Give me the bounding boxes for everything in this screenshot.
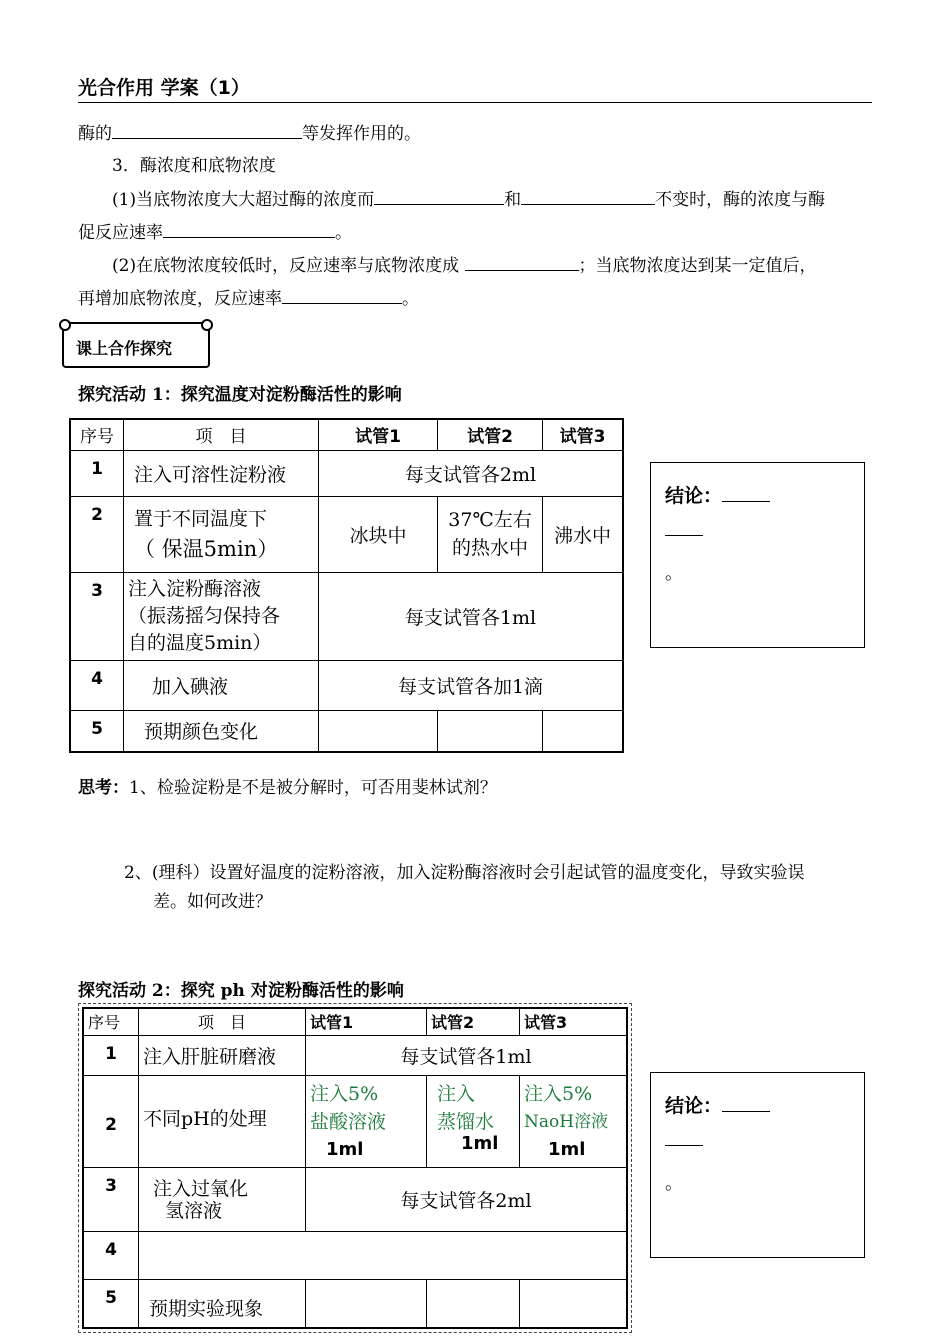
p1-end: 等发挥作用的。 (302, 124, 421, 144)
p4-text-b: 。 (335, 223, 352, 243)
row-number: 4 (70, 660, 124, 710)
p1-start: 酶的 (78, 124, 112, 144)
table-row (70, 496, 623, 572)
row-number: 1 (70, 450, 124, 496)
tube1-cell (306, 1075, 427, 1167)
activity2-title: 探究活动 2：探究 ph 对淀粉酶活性的影响 (78, 981, 404, 1001)
tube2-line: 蒸馏水 (437, 1110, 495, 1133)
table-row (70, 572, 623, 660)
row-number: 3 (83, 1167, 139, 1231)
fill-blank[interactable] (374, 188, 504, 205)
tube1-line: 1ml (326, 1138, 364, 1160)
table-row (83, 1167, 627, 1231)
paragraph-6 (78, 287, 419, 310)
header-cell: 试管3 (520, 1008, 628, 1035)
tube2-line: 1ml (461, 1132, 499, 1154)
row-item-line: （ 保温5min） (134, 537, 279, 561)
row-number: 2 (83, 1075, 139, 1167)
row-item (124, 496, 319, 572)
p6-text-b: 。 (402, 289, 419, 309)
row-item-line: 置于不同温度下 (134, 508, 268, 530)
conclusion-box[interactable] (650, 1072, 865, 1258)
tube2-cell (438, 496, 543, 572)
fill-blank[interactable] (282, 287, 402, 304)
row-item: 注入可溶性淀粉液 (124, 450, 319, 496)
header-cell: 序号 (70, 419, 124, 450)
row-number: 4 (83, 1232, 139, 1280)
row-number: 1 (83, 1035, 139, 1075)
section-banner (62, 322, 210, 368)
row-value: 每支试管各1ml (319, 572, 624, 660)
row-item-line: 自的温度5min） (128, 631, 272, 654)
row-item (139, 1167, 306, 1231)
answer-cell[interactable] (427, 1280, 520, 1328)
tube2-line: 注入 (437, 1082, 476, 1105)
table-row (70, 710, 623, 752)
banner-label: 课上合作探究 (76, 339, 173, 358)
header-cell: 试管2 (438, 419, 543, 450)
row-item: 预期颜色变化 (124, 710, 319, 752)
p3-text-a: (1)当底物浓度大大超过酶的浓度而 (112, 190, 375, 210)
tube1-line: 注入5% (310, 1082, 379, 1105)
thinking-q2-cont: 差。如何改进？ (153, 892, 272, 912)
conclusion-box[interactable] (650, 462, 865, 648)
row-number: 2 (70, 496, 124, 572)
row-value: 每支试管各加1滴 (319, 660, 624, 710)
answer-cell[interactable] (306, 1280, 427, 1328)
answer-cell[interactable] (543, 710, 624, 752)
answer-cell[interactable] (319, 710, 438, 752)
row-number: 5 (70, 710, 124, 752)
paragraph-5 (112, 254, 817, 277)
header-cell: 试管2 (427, 1008, 520, 1035)
paragraph-1 (78, 122, 421, 145)
tube3-line: NaoH溶液 (524, 1111, 609, 1132)
table-row (70, 450, 623, 496)
conclusion-end: 。 (665, 563, 683, 584)
header-cell: 试管1 (319, 419, 438, 450)
question-text: 1、检验淀粉是不是被分解时，可否用斐林试剂？ (129, 778, 497, 798)
table-row (83, 1280, 627, 1328)
row-number: 3 (70, 572, 124, 660)
row-value: 每支试管各2ml (319, 450, 624, 496)
header-cell: 试管1 (306, 1008, 427, 1035)
tube3-line: 注入5% (524, 1082, 593, 1105)
fill-blank[interactable] (665, 535, 703, 536)
answer-cell[interactable] (139, 1232, 628, 1280)
paragraph-4 (78, 221, 352, 244)
p4-text-a: 促反应速率 (78, 223, 163, 243)
p5-text-a: (2)在底物浓度较低时，反应速率与底物浓度成 (112, 256, 460, 276)
row-item: 加入碘液 (124, 660, 319, 710)
p5-text-b: ；当底物浓度达到某一定值后， (578, 256, 817, 276)
fill-blank[interactable] (112, 122, 302, 139)
page-title: 光合作用 学案（1） (78, 76, 872, 103)
header-cell: 序号 (83, 1008, 139, 1035)
answer-cell[interactable] (438, 710, 543, 752)
activity1-title: 探究活动 1：探究温度对淀粉酶活性的影响 (78, 385, 402, 405)
table-row (83, 1075, 627, 1167)
answer-cell[interactable] (520, 1280, 628, 1328)
fill-blank[interactable] (665, 1145, 703, 1146)
row-item: 预期实验现象 (139, 1280, 306, 1328)
tube3-cell: 沸水中 (543, 496, 624, 572)
table-row (70, 660, 623, 710)
table-row (83, 1035, 627, 1075)
conclusion-label-text: 结论： (665, 485, 723, 507)
thinking-q1 (78, 777, 497, 799)
row-item (124, 572, 319, 660)
fill-blank[interactable] (722, 485, 770, 502)
thinking-q2: 2、(理科）设置好温度的淀粉溶液，加入淀粉酶溶液时会引起试管的温度变化，导致实验误 (124, 863, 805, 883)
paragraph-3 (112, 188, 825, 211)
thinking-label: 思考： (78, 778, 129, 798)
activity1-table (69, 418, 624, 753)
row-item-line: （振荡摇匀保持各 (128, 604, 281, 627)
row-item-line: 注入淀粉酶溶液 (128, 577, 262, 600)
fill-blank[interactable] (163, 221, 335, 238)
conclusion-label (665, 481, 770, 508)
row-value: 每支试管各1ml (306, 1035, 628, 1075)
conclusion-end: 。 (665, 1173, 683, 1194)
fill-blank[interactable] (521, 188, 655, 205)
row-item-line: 氢溶液 (165, 1199, 223, 1222)
activity2-table (82, 1007, 628, 1329)
tube2-line: 37℃左右 (448, 509, 532, 531)
header-cell: 试管3 (543, 419, 624, 450)
tube2-cell (427, 1075, 520, 1167)
row-item: 不同pH的处理 (139, 1075, 306, 1167)
row-number: 5 (83, 1280, 139, 1328)
tube3-cell (520, 1075, 628, 1167)
paragraph-2: 3．酶浓度和底物浓度 (112, 156, 276, 176)
p6-text-a: 再增加底物浓度，反应速率 (78, 289, 282, 309)
table-row (83, 1232, 627, 1280)
conclusion-label (665, 1091, 770, 1118)
row-item: 注入肝脏研磨液 (139, 1035, 306, 1075)
table-header-row (83, 1008, 627, 1035)
row-item-line: 注入过氧化 (153, 1177, 249, 1200)
fill-blank[interactable] (722, 1095, 770, 1112)
p3-text-c: 不变时，酶的浓度与酶 (655, 190, 826, 210)
tube1-cell: 冰块中 (319, 496, 438, 572)
tube2-line: 的热水中 (451, 537, 528, 559)
header-cell: 项 目 (124, 419, 319, 450)
p3-text-b: 和 (504, 190, 522, 210)
row-value: 每支试管各2ml (306, 1167, 628, 1231)
fill-blank[interactable] (465, 254, 579, 271)
table-header-row (70, 419, 623, 450)
tube3-line: 1ml (548, 1138, 586, 1160)
conclusion-label-text: 结论： (665, 1095, 723, 1117)
header-cell: 项 目 (139, 1008, 306, 1035)
tube1-line: 盐酸溶液 (310, 1110, 387, 1133)
